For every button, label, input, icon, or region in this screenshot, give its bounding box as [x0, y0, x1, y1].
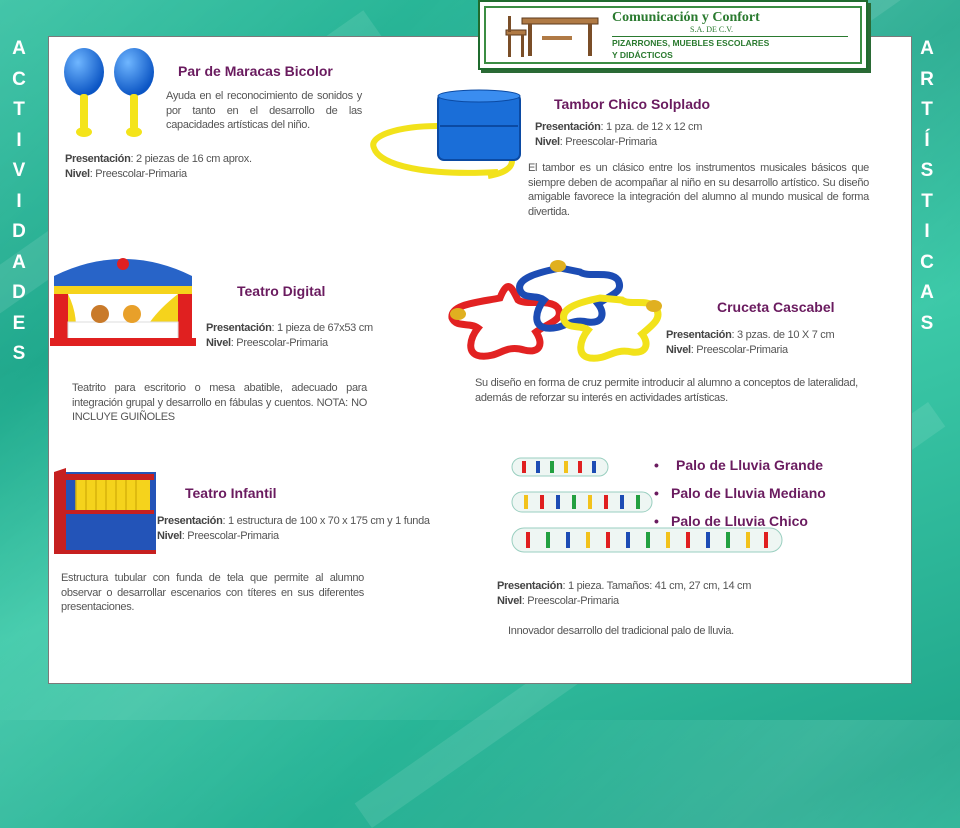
- nivel-label: Nivel: [535, 136, 560, 148]
- letter: S: [12, 343, 26, 364]
- nivel-label: Nivel: [157, 530, 182, 542]
- rain-stick-presentacion: [497, 579, 751, 594]
- presentacion-value: : 2 piezas de 16 cm aprox.: [130, 153, 252, 165]
- letter: T: [13, 99, 25, 120]
- nivel-value: : Preescolar-Primaria: [181, 530, 279, 542]
- kids-theater-description: Estructura tubular con funda de tela que permite al alumno observar o desarrollar escenarios con títeres en sus diferentes presentaciones.: [61, 572, 364, 613]
- desk-theater-description: Teatrito para escritorio o mesa abatible, adecuado para integración grupal y desarrollo en fábulas y cuentos. NOTA: NO INCLUYE GUIÑOLES: [72, 382, 367, 423]
- nivel-value: : Preescolar-Primaria: [690, 344, 788, 356]
- drum-title: Tambor Chico Solplado: [554, 96, 711, 112]
- bullet-dot: •: [654, 457, 659, 473]
- desk-icon: [502, 14, 602, 62]
- letter: A: [920, 282, 934, 303]
- maracas-description: Ayuda en el reconocimiento de sonidos y por tanto en el desarrollo de las capacidades artísticas del niño.: [166, 90, 362, 131]
- rain-stick-item: [654, 485, 826, 501]
- drum-presentacion: [535, 120, 702, 135]
- letter: R: [920, 68, 934, 90]
- letter: Í: [924, 129, 930, 151]
- letter: I: [16, 129, 22, 151]
- letter: S: [920, 160, 934, 181]
- logo-title: Comunicación y Confort: [612, 10, 760, 25]
- nivel-value: : Preescolar-Primaria: [230, 337, 328, 349]
- presentacion-label: Presentación: [535, 121, 601, 133]
- rain-stick-nivel: [497, 594, 619, 609]
- rain-stick-item: [654, 457, 823, 473]
- letter: I: [16, 190, 22, 212]
- desk-theater-nivel: [206, 336, 328, 351]
- presentacion-label: Presentación: [497, 580, 563, 592]
- presentacion-value: : 1 pieza de 67x53 cm: [271, 322, 373, 334]
- letter: V: [12, 160, 26, 181]
- maracas-nivel: [65, 167, 187, 182]
- kids-theater-nivel: [157, 529, 279, 544]
- rattle-cross-title: Cruceta Cascabel: [717, 299, 835, 315]
- nivel-value: : Preescolar-Primaria: [559, 136, 657, 148]
- rain-stick-item-label: Palo de Lluvia Chico: [671, 513, 808, 529]
- letter: I: [924, 221, 930, 242]
- letter: D: [12, 221, 26, 242]
- maracas-title: Par de Maracas Bicolor: [178, 63, 333, 79]
- presentacion-value: : 3 pzas. de 10 X 7 cm: [731, 329, 835, 341]
- nivel-label: Nivel: [497, 595, 522, 607]
- kids-theater-image: [50, 466, 160, 556]
- letter: T: [921, 190, 933, 212]
- letter: D: [12, 282, 26, 303]
- letter: A: [12, 251, 26, 273]
- rattle-cross-description: Su diseño en forma de cruz permite introducir al alumno a conceptos de lateralidad, además de reforzar su interés en actividades artísticas.: [475, 377, 858, 404]
- logo-tagline-1: PIZARRONES, MUEBLES ESCOLARES: [612, 36, 848, 48]
- letter: C: [12, 68, 26, 90]
- bullet-dot: •: [654, 513, 659, 529]
- presentacion-value: : 1 estructura de 100 x 70 x 175 cm y 1 funda: [222, 515, 430, 527]
- nivel-label: Nivel: [65, 168, 90, 180]
- presentacion-label: Presentación: [157, 515, 223, 527]
- rattle-cross-presentacion: [666, 328, 834, 343]
- drum-description: El tambor es un clásico entre los instrumentos musicales básicos que siempre deben de acompañar al niño en su desarrollo artístico. Su diseño amigable favorece la integración del alumno al mundo musical de forma divertida.: [528, 162, 869, 218]
- rain-stick-item: [654, 513, 808, 529]
- letter: A: [12, 38, 26, 59]
- kids-theater-title: Teatro Infantil: [185, 485, 277, 501]
- right-vertical-word: [916, 34, 938, 339]
- desk-theater-presentacion: [206, 321, 373, 336]
- rain-stick-description: Innovador desarrollo del tradicional palo de lluvia.: [508, 625, 734, 637]
- nivel-label: Nivel: [666, 344, 691, 356]
- drum-nivel: [535, 135, 657, 150]
- kids-theater-presentacion: [157, 514, 430, 529]
- presentacion-label: Presentación: [65, 153, 131, 165]
- left-vertical-word: [8, 34, 30, 370]
- rain-stick-item-label: Palo de Lluvia Grande: [676, 457, 824, 473]
- rain-stick-item-label: Palo de Lluvia Mediano: [671, 485, 826, 501]
- rattle-cross-image: [440, 258, 662, 364]
- letter: E: [12, 312, 26, 334]
- presentacion-label: Presentación: [206, 322, 272, 334]
- presentacion-value: : 1 pza. de 12 x 12 cm: [600, 121, 703, 133]
- letter: A: [920, 38, 934, 59]
- letter: T: [921, 99, 933, 120]
- logo-tagline-2: Y DIDÁCTICOS: [612, 50, 673, 60]
- drum-image: [368, 86, 528, 186]
- nivel-value: : Preescolar-Primaria: [521, 595, 619, 607]
- desk-theater-title: Teatro Digital: [237, 283, 326, 299]
- bullet-dot: •: [654, 485, 659, 501]
- nivel-value: : Preescolar-Primaria: [89, 168, 187, 180]
- maracas-image: [60, 44, 160, 144]
- company-logo: [478, 0, 868, 70]
- nivel-label: Nivel: [206, 337, 231, 349]
- letter: S: [920, 312, 934, 334]
- rattle-cross-nivel: [666, 343, 788, 358]
- presentacion-value: : 1 pieza. Tamaños: 41 cm, 27 cm, 14 cm: [562, 580, 752, 592]
- presentacion-label: Presentación: [666, 329, 732, 341]
- maracas-presentacion: [65, 152, 252, 167]
- desk-theater-image: [50, 248, 196, 348]
- logo-subtitle: S.A. DE C.V.: [690, 25, 733, 34]
- letter: C: [920, 251, 934, 273]
